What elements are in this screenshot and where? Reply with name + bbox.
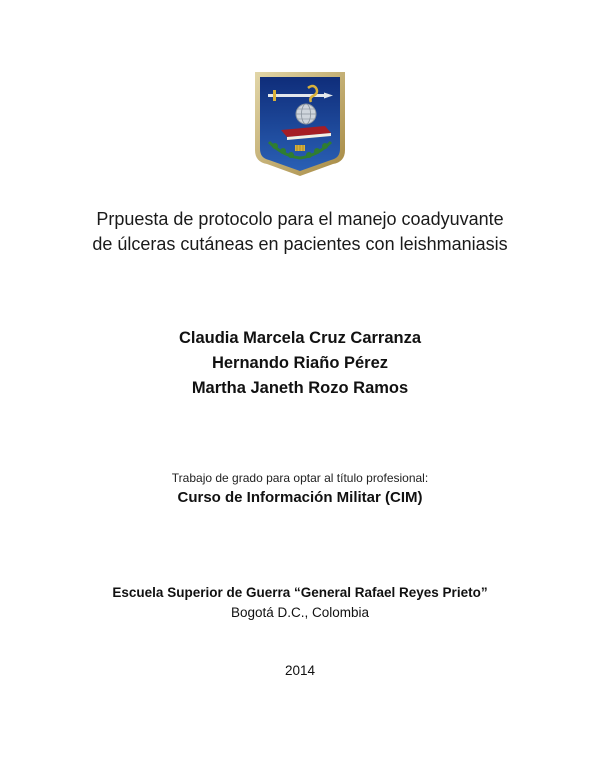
title-line: Prpuesta de protocolo para el manejo coadyuvante [96, 209, 504, 229]
school-crest-icon [253, 70, 347, 178]
degree-name: Curso de Información Militar (CIM) [177, 489, 423, 506]
degree-block [0, 470, 600, 509]
institution-location: Bogotá D.C., Colombia [230, 605, 370, 620]
author-name: Claudia Marcela Cruz Carranza [178, 329, 422, 347]
institution-name: Escuela Superior de Guerra “General Rafael Reyes Prieto” [112, 585, 488, 600]
degree-label: Trabajo de grado para optar al título profesional: [171, 471, 429, 485]
institution-block [0, 583, 600, 623]
author-name: Hernando Riaño Pérez [211, 354, 389, 372]
author-name: Martha Janeth Rozo Ramos [191, 379, 409, 397]
title-line: de úlceras cutáneas en pacientes con leishmaniasis [92, 234, 508, 254]
document-title [0, 207, 600, 257]
publication-year: 2014 [284, 663, 316, 678]
shield-emblem-icon [253, 70, 347, 178]
author-list [0, 326, 600, 401]
